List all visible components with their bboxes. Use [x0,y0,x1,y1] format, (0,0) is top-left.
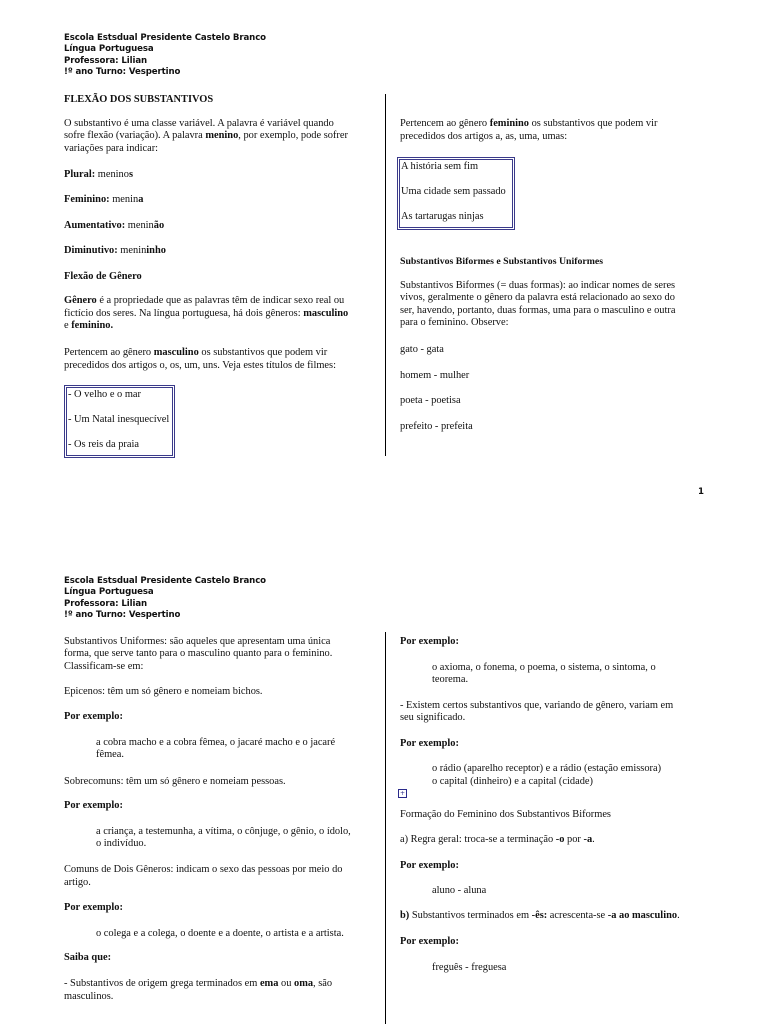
masculino-line-2: precedidos dos artigos o, os, um, uns. Veja estes títulos de filmes: [64,360,336,371]
example-line: a cobra macho e a cobra fêmea, o jacaré macho e o jacaré [96,737,336,748]
example-label: Por exemplo: [64,902,123,913]
subject-name: Língua Portuguesa [64,587,154,598]
sobrecomuns-line: Sobrecomuns: têm um só gênero e nomeiam pessoas. [64,776,286,787]
intro-line-2: sofre flexão (variação). A palavra menino, por exemplo, pode sofrer [64,130,348,141]
film-title: - Os reis da praia [68,439,139,450]
example-label: Por exemplo: [64,800,123,811]
film-title: - Um Natal inesquecível [68,414,170,425]
grade-info: !º ano Turno: Vespertino [64,67,181,78]
epicenos-line: Epicenos: têm um só gênero e nomeiam bichos. [64,686,263,697]
school-name: Escola Estsdual Presidente Castelo Branco [64,33,266,43]
example-label: Por exemplo: [400,936,459,947]
page-title: FLEXÃO DOS SUBSTANTIVOS [64,94,214,105]
intro-line-1: O substantivo é uma classe variável. A palavra é variável quando [64,118,334,129]
pair-item: poeta - poetisa [400,395,461,406]
flexao-genero-heading: Flexão de Gênero [64,271,142,282]
page-2 [0,512,768,1024]
feminine-films-box [397,157,515,230]
example-label: Por exemplo: [400,636,459,647]
intro-line-3: variações para indicar: [64,143,159,154]
biformes-heading: Substantivos Biformes e Substantivos Uniformes [400,256,604,267]
example-line: o capital (dinheiro) e a capital (cidade) [432,776,593,787]
regra-line: a) Regra geral: troca-se a terminação -o por -a. [400,834,595,845]
feminino-line: Feminino: menina [64,194,144,205]
example-label: Por exemplo: [64,711,123,722]
comuns-line: artigo. [64,877,91,888]
biformes-line: Substantivos Biformes (= duas formas): ao indicar nomes de seres [400,280,676,291]
uniformes-line: forma, que serve tanto para o masculino quanto para o feminino. [64,648,333,659]
example-line: o axioma, o fonema, o poema, o sistema, o sintoma, o [432,662,656,673]
film-title: A história sem fim [401,161,479,172]
example-line: o indivíduo. [96,838,147,849]
column-divider [385,632,386,1024]
feminino-line-1: Pertencem ao gênero feminino os substantivos que podem vir [400,118,658,129]
teacher-name: Professora: Lilian [64,55,148,66]
example-line: o rádio (aparelho receptor) e a rádio (estação emissora) [432,763,662,774]
plural-line: Plural: meninos [64,169,133,180]
biformes-line: ser, havendo, portanto, duas formas, uma para o masculino e outra [400,305,676,316]
variando-line: seu significado. [400,712,466,723]
subject-name: Língua Portuguesa [64,44,154,55]
aumentativo-line: Aumentativo: meninão [64,220,165,231]
film-title: - O velho e o mar [68,389,141,400]
formacao-heading: Formação do Feminino dos Substantivos Biformes [400,809,611,820]
biformes-line: para o feminino. Observe: [400,317,509,328]
feminino-line-2: precedidos dos artigos a, as, uma, umas: [400,131,568,142]
page-header [64,33,266,79]
example-line: fêmea. [96,749,124,760]
pair-item: prefeito - prefeita [400,421,473,432]
film-title: Uma cidade sem passado [401,186,506,197]
example-line: aluno - aluna [432,885,487,896]
saiba-que-heading: Saiba que: [64,952,112,963]
example-label: Por exemplo: [400,738,459,749]
variando-line: - Existem certos substantivos que, variando de gênero, variam em [400,700,674,711]
masculine-films-box [64,385,175,458]
pair-item: gato - gata [400,344,444,355]
example-line: teorema. [432,674,469,685]
example-label: Por exemplo: [400,860,459,871]
b-rule-line: b) Substantivos terminados em -ês: acrescenta-se -a ao masculino. [400,910,680,921]
diminutivo-line: Diminutivo: menininho [64,245,166,256]
anchor-icon: + [399,790,406,797]
grega-line-2: masculinos. [64,991,114,1002]
example-line: freguês - freguesa [432,962,507,973]
grade-info: !º ano Turno: Vespertino [64,610,181,621]
uniformes-line: Classificam-se em: [64,661,144,672]
pair-item: homem - mulher [400,370,470,381]
example-line: a criança, a testemunha, a vítima, o cônjuge, o gênio, o ídolo, [96,826,351,837]
school-name: Escola Estsdual Presidente Castelo Branco [64,576,266,586]
masculino-line-1: Pertencem ao gênero masculino os substantivos que podem vir [64,347,328,358]
uniformes-line: Substantivos Uniformes: são aqueles que apresentam uma única [64,636,331,647]
genero-line-1: Gênero é a propriedade que as palavras têm de indicar sexo real ou [64,295,345,306]
teacher-name: Professora: Lilian [64,598,148,609]
biformes-line: vivos, geralmente o gênero da palavra está relacionado ao sexo do [400,292,675,303]
grega-line-1: - Substantivos de origem grega terminados em ema ou oma, são [64,978,333,989]
genero-line-2: fictício dos seres. Na língua portuguesa, há dois gêneros: masculino [64,308,349,319]
film-title: As tartarugas ninjas [401,211,484,222]
example-line: o colega e a colega, o doente e a doente, o artista e a artista. [96,928,344,939]
page-number: 1 [698,487,704,497]
column-divider [385,94,386,456]
page-header [64,576,266,622]
comuns-line: Comuns de Dois Gêneros: indicam o sexo das pessoas por meio do [64,864,343,875]
genero-line-3: e feminino. [64,320,114,331]
